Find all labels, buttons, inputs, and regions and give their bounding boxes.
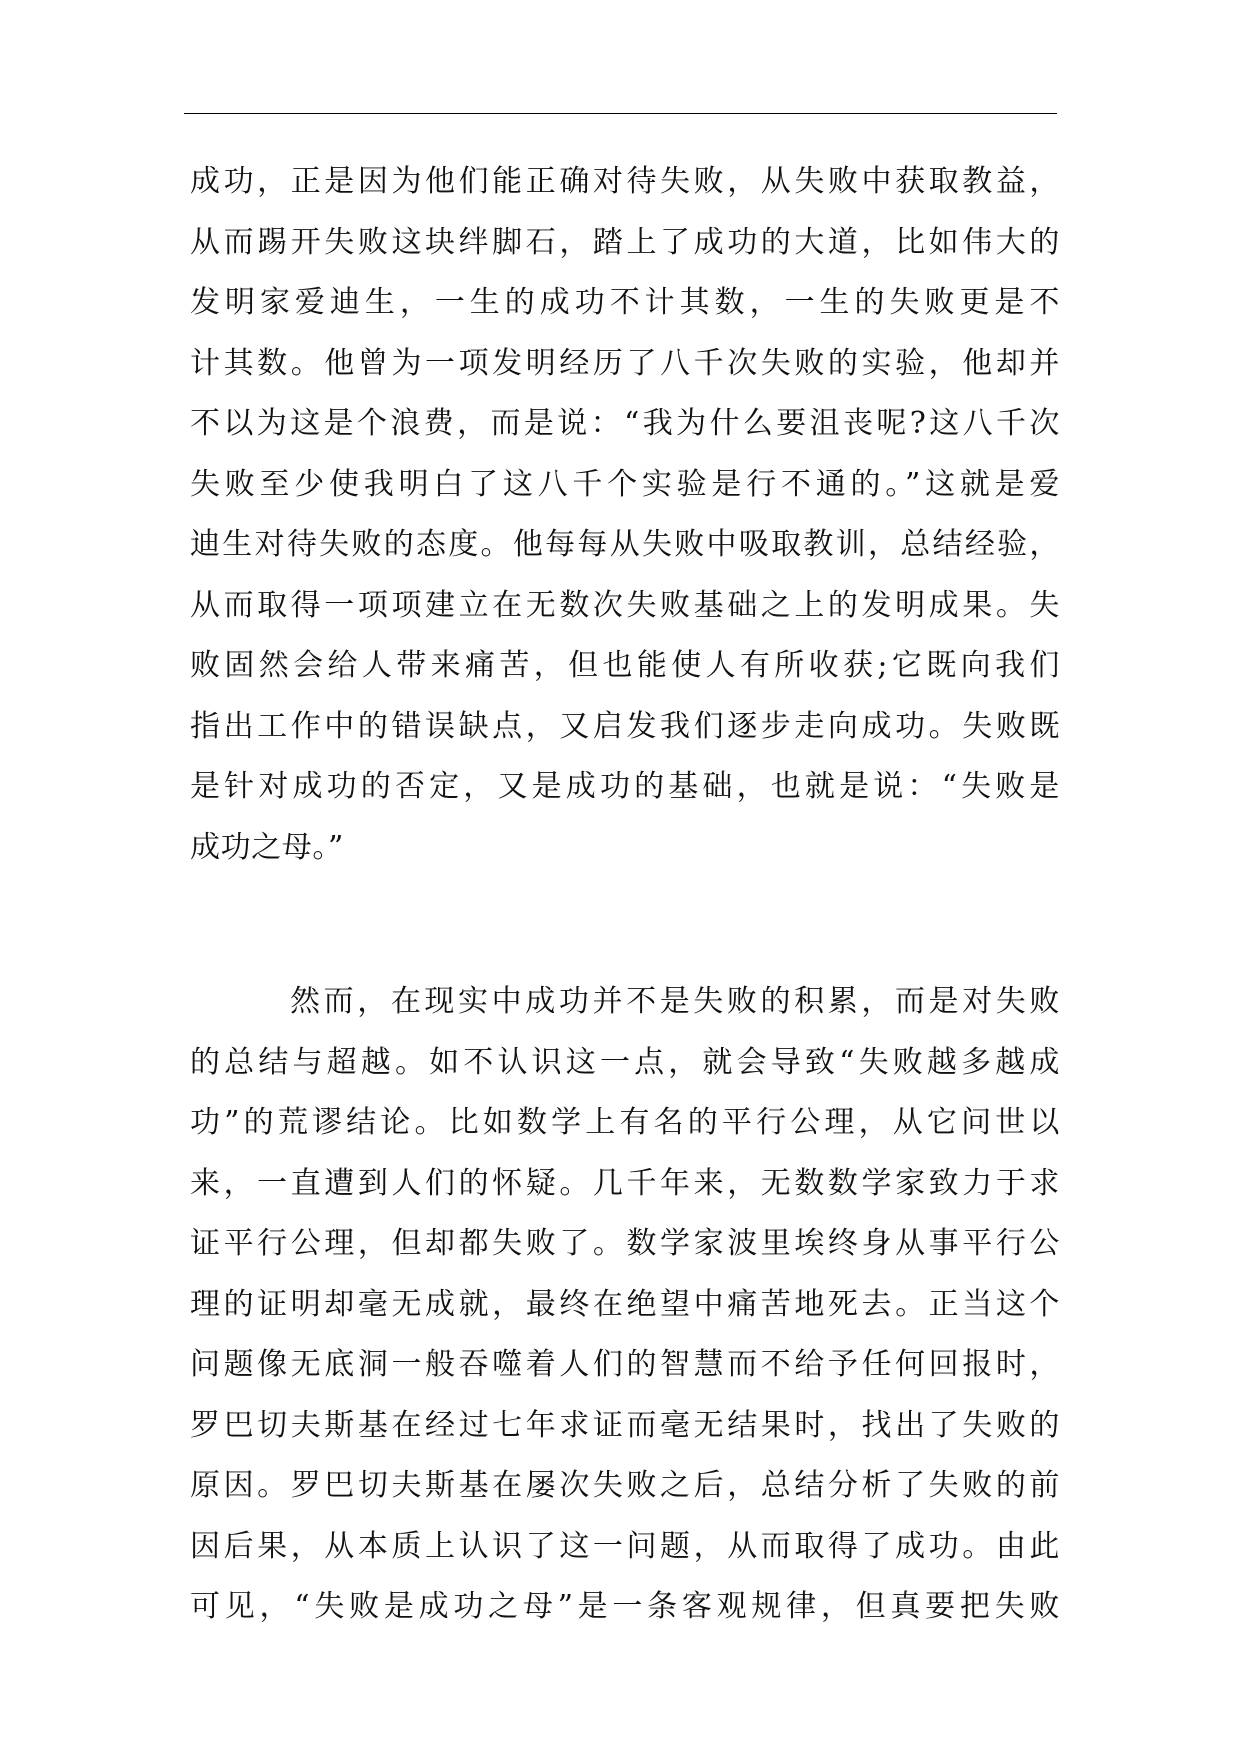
text-line: 发明家爱迪生，一生的成功不计其数，一生的失败更是不 [190, 285, 1060, 320]
text-line: 可见，“失败是成功之母”是一条客观规律，但真要把失败 [190, 1589, 1060, 1624]
paragraph-1 [190, 152, 1060, 878]
document-body [190, 152, 1060, 1638]
text-line: 然而，在现实中成功并不是失败的积累，而是对失败 [290, 984, 1060, 1019]
text-line: 证平行公理，但却都失败了。数学家波里埃终身从事平行公 [190, 1226, 1060, 1261]
text-line: 计其数。他曾为一项发明经历了八千次失败的实验，他却并 [190, 345, 1060, 381]
paragraph-2 [190, 972, 1060, 1638]
text-line: 罗巴切夫斯基在经过七年求证而毫无结果时，找出了失败的 [190, 1407, 1060, 1443]
text-line: 问题像无底洞一般吞噬着人们的智慧而不给予任何回报时， [190, 1347, 1060, 1382]
text-line: 的总结与超越。如不认识这一点，就会导致“失败越多越成 [190, 1044, 1060, 1080]
text-line: 指出工作中的错误缺点，又启发我们逐步走向成功。失败既 [190, 708, 1060, 744]
text-line: 迪生对待失败的态度。他每每从失败中吸取教训，总结经验， [190, 527, 1060, 562]
text-line: 理的证明却毫无成就，最终在绝望中痛苦地死去。正当这个 [190, 1286, 1060, 1322]
text-line: 成功之母。” [190, 829, 344, 865]
text-line: 失败至少使我明白了这八千个实验是行不通的。”这就是爱 [190, 466, 1060, 502]
text-line: 功”的荒谬结论。比如数学上有名的平行公理，从它问世以 [190, 1105, 1060, 1140]
text-line: 从而取得一项项建立在无数次失败基础之上的发明成果。失 [190, 587, 1060, 623]
header-rule [184, 113, 1057, 114]
text-line: 从而踢开失败这块绊脚石，踏上了成功的大道，比如伟大的 [190, 224, 1060, 260]
paragraph-spacer [190, 878, 1060, 972]
text-line: 来，一直遭到人们的怀疑。几千年来，无数数学家致力于求 [190, 1165, 1060, 1201]
text-line: 不以为这是个浪费，而是说：“我为什么要沮丧呢?这八千次 [190, 406, 1060, 441]
text-line: 原因。罗巴切夫斯基在屡次失败之后，总结分析了失败的前 [190, 1468, 1060, 1503]
text-line: 因后果，从本质上认识了这一问题，从而取得了成功。由此 [190, 1528, 1060, 1564]
text-line: 成功，正是因为他们能正确对待失败，从失败中获取教益， [190, 164, 1060, 199]
text-line: 败固然会给人带来痛苦，但也能使人有所收获;它既向我们 [190, 648, 1060, 683]
text-line: 是针对成功的否定，又是成功的基础，也就是说：“失败是 [190, 769, 1060, 804]
